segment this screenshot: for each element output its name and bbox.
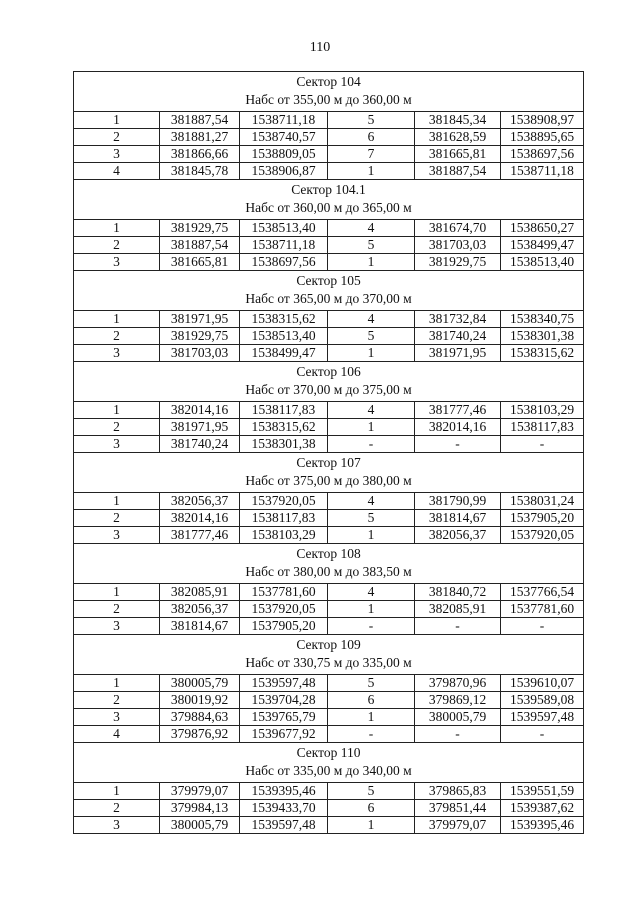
table-cell: 4	[328, 402, 415, 419]
sector-header-row	[74, 544, 584, 584]
sector-header	[74, 635, 584, 675]
table-cell: 381845,78	[160, 163, 240, 180]
table-cell: 1538031,24	[501, 493, 584, 510]
table-row	[74, 692, 584, 709]
table-cell: 4	[328, 493, 415, 510]
table-cell: 1539589,08	[501, 692, 584, 709]
table-cell: 3	[74, 436, 160, 453]
table-cell: 382014,16	[415, 419, 501, 436]
table-cell: 2	[74, 237, 160, 254]
table-cell: 1	[74, 584, 160, 601]
table-cell: 2	[74, 510, 160, 527]
sector-height-range: Набс от 365,00 м до 370,00 м	[245, 291, 412, 306]
table-row	[74, 493, 584, 510]
table-cell: 1539387,62	[501, 800, 584, 817]
table-cell: 379979,07	[160, 783, 240, 800]
table-cell: 1538499,47	[501, 237, 584, 254]
table-cell: 4	[74, 726, 160, 743]
sector-title: Сектор 107	[296, 455, 361, 470]
sector-header	[74, 544, 584, 584]
table-cell: 2	[74, 800, 160, 817]
table-row	[74, 220, 584, 237]
sector-title: Сектор 110	[296, 745, 361, 760]
table-cell: 379979,07	[415, 817, 501, 834]
sector-height-range: Набс от 380,00 м до 383,50 м	[245, 564, 412, 579]
table-cell: 382085,91	[415, 601, 501, 618]
table-row	[74, 419, 584, 436]
sector-header	[74, 72, 584, 112]
table-cell: 1539765,79	[240, 709, 328, 726]
table-cell: 1539597,48	[240, 675, 328, 692]
sector-height-range: Набс от 370,00 м до 375,00 м	[245, 382, 412, 397]
table-cell: 4	[328, 311, 415, 328]
table-cell: 5	[328, 510, 415, 527]
table-cell: 1538315,62	[501, 345, 584, 362]
table-cell: 1538117,83	[240, 402, 328, 419]
table-cell: 1538513,40	[501, 254, 584, 271]
table-cell: 1539597,48	[501, 709, 584, 726]
sector-header-row	[74, 72, 584, 112]
table-cell: 381971,95	[415, 345, 501, 362]
table-cell: 381790,99	[415, 493, 501, 510]
table-cell: 4	[328, 220, 415, 237]
table-cell: 1	[328, 709, 415, 726]
table-cell: 382056,37	[160, 493, 240, 510]
table-cell: 1	[74, 675, 160, 692]
table-cell: 381777,46	[160, 527, 240, 544]
table-cell: 5	[328, 783, 415, 800]
table-cell: 4	[74, 163, 160, 180]
table-cell: 1	[328, 163, 415, 180]
sector-title: Сектор 104.1	[291, 182, 366, 197]
table-row	[74, 675, 584, 692]
table-cell: 1537905,20	[501, 510, 584, 527]
table-cell: 379876,92	[160, 726, 240, 743]
table-cell: 3	[74, 254, 160, 271]
table-cell: 1538697,56	[501, 146, 584, 163]
table-cell: 4	[328, 584, 415, 601]
table-row	[74, 709, 584, 726]
table-cell: 3	[74, 527, 160, 544]
table-cell: 5	[328, 328, 415, 345]
table-row	[74, 237, 584, 254]
table-row	[74, 254, 584, 271]
table-cell: -	[501, 436, 584, 453]
table-cell: 1	[328, 345, 415, 362]
page-number: 110	[309, 40, 331, 55]
table-cell: 1538117,83	[240, 510, 328, 527]
table-row	[74, 726, 584, 743]
table-cell: 1538895,65	[501, 129, 584, 146]
table-row	[74, 146, 584, 163]
table-cell: 379984,13	[160, 800, 240, 817]
table-cell: -	[328, 726, 415, 743]
table-cell: 382056,37	[415, 527, 501, 544]
table-cell: 381887,54	[415, 163, 501, 180]
table-cell: 1538499,47	[240, 345, 328, 362]
table-cell: 3	[74, 709, 160, 726]
table-cell: 379869,12	[415, 692, 501, 709]
table-cell: 381814,67	[415, 510, 501, 527]
table-cell: 1538103,29	[501, 402, 584, 419]
table-cell: -	[415, 618, 501, 635]
table-row	[74, 345, 584, 362]
table-cell: -	[328, 618, 415, 635]
table-row	[74, 817, 584, 834]
table-cell: 381866,66	[160, 146, 240, 163]
sector-height-range: Набс от 330,75 м до 335,00 м	[245, 655, 412, 670]
table-cell: 381703,03	[160, 345, 240, 362]
table-row	[74, 311, 584, 328]
table-cell: 379884,63	[160, 709, 240, 726]
table-cell: 379865,83	[415, 783, 501, 800]
table-cell: 381732,84	[415, 311, 501, 328]
table-cell: -	[501, 726, 584, 743]
table-cell: 1	[74, 402, 160, 419]
table-cell: 1538711,18	[501, 163, 584, 180]
table-cell: 381665,81	[160, 254, 240, 271]
table-cell: 1	[328, 527, 415, 544]
table-cell: 381740,24	[415, 328, 501, 345]
sector-header-row	[74, 271, 584, 311]
table-cell: 381777,46	[415, 402, 501, 419]
table-cell: -	[415, 436, 501, 453]
table-cell: 1538103,29	[240, 527, 328, 544]
table-row	[74, 800, 584, 817]
table-cell: 381971,95	[160, 311, 240, 328]
table-cell: 1538740,57	[240, 129, 328, 146]
table-cell: 1	[328, 817, 415, 834]
sector-title: Сектор 109	[296, 637, 361, 652]
sector-height-range: Набс от 360,00 м до 365,00 м	[245, 200, 412, 215]
table-cell: 382014,16	[160, 402, 240, 419]
table-cell: 5	[328, 112, 415, 129]
table-row	[74, 601, 584, 618]
table-cell: 1537905,20	[240, 618, 328, 635]
table-cell: 381929,75	[415, 254, 501, 271]
table-cell: 1	[328, 254, 415, 271]
table-row	[74, 112, 584, 129]
table-row	[74, 618, 584, 635]
sector-height-range: Набс от 335,00 м до 340,00 м	[245, 763, 412, 778]
table-cell: 1539433,70	[240, 800, 328, 817]
sector-coordinates-table	[73, 71, 584, 834]
table-cell: 2	[74, 601, 160, 618]
table-row	[74, 584, 584, 601]
table-cell: 1	[74, 783, 160, 800]
table-cell: 1	[74, 220, 160, 237]
sector-header	[74, 271, 584, 311]
table-row	[74, 129, 584, 146]
table-cell: 1538711,18	[240, 112, 328, 129]
table-cell: 1	[74, 311, 160, 328]
table-cell: 5	[328, 675, 415, 692]
table-cell: 1538908,97	[501, 112, 584, 129]
table-cell: 3	[74, 345, 160, 362]
table-cell: 1537766,54	[501, 584, 584, 601]
table-row	[74, 783, 584, 800]
table-cell: 381665,81	[415, 146, 501, 163]
sector-header-row	[74, 180, 584, 220]
table-cell: -	[328, 436, 415, 453]
table-cell: 381845,34	[415, 112, 501, 129]
table-cell: 379851,44	[415, 800, 501, 817]
table-cell: 2	[74, 692, 160, 709]
table-row	[74, 436, 584, 453]
sector-height-range: Набс от 375,00 м до 380,00 м	[245, 473, 412, 488]
table-cell: 1539677,92	[240, 726, 328, 743]
table-cell: 381840,72	[415, 584, 501, 601]
table-cell: 6	[328, 129, 415, 146]
table-cell: 381703,03	[415, 237, 501, 254]
table-cell: 1539704,28	[240, 692, 328, 709]
table-cell: -	[501, 618, 584, 635]
table-cell: 1538513,40	[240, 220, 328, 237]
table-row	[74, 163, 584, 180]
table-cell: 1538809,05	[240, 146, 328, 163]
table-cell: 1538340,75	[501, 311, 584, 328]
table-cell: 381929,75	[160, 220, 240, 237]
table-row	[74, 527, 584, 544]
table-cell: 2	[74, 129, 160, 146]
sector-header-row	[74, 362, 584, 402]
table-cell: 381674,70	[415, 220, 501, 237]
table-cell: -	[415, 726, 501, 743]
sector-title: Сектор 104	[296, 74, 361, 89]
table-cell: 1538513,40	[240, 328, 328, 345]
sector-header	[74, 453, 584, 493]
sector-header	[74, 743, 584, 783]
sector-height-range: Набс от 355,00 м до 360,00 м	[245, 92, 412, 107]
sector-header-row	[74, 453, 584, 493]
table-cell: 3	[74, 817, 160, 834]
table-cell: 1	[74, 112, 160, 129]
table-cell: 1538650,27	[501, 220, 584, 237]
table-cell: 3	[74, 618, 160, 635]
table-cell: 381971,95	[160, 419, 240, 436]
sector-header-row	[74, 635, 584, 675]
table-cell: 1	[328, 419, 415, 436]
table-cell: 1	[74, 493, 160, 510]
table-cell: 381929,75	[160, 328, 240, 345]
table-cell: 1537781,60	[501, 601, 584, 618]
table-cell: 1539610,07	[501, 675, 584, 692]
table-cell: 381887,54	[160, 112, 240, 129]
table-cell: 1538117,83	[501, 419, 584, 436]
sector-header	[74, 180, 584, 220]
table-row	[74, 510, 584, 527]
table-cell: 7	[328, 146, 415, 163]
table-cell: 381628,59	[415, 129, 501, 146]
table-cell: 1537920,05	[501, 527, 584, 544]
table-cell: 381881,27	[160, 129, 240, 146]
table-cell: 1538315,62	[240, 419, 328, 436]
sector-title: Сектор 106	[296, 364, 361, 379]
table-cell: 1537781,60	[240, 584, 328, 601]
table-cell: 381814,67	[160, 618, 240, 635]
table-cell: 1	[328, 601, 415, 618]
table-cell: 5	[328, 237, 415, 254]
table-cell: 1537920,05	[240, 493, 328, 510]
table-row	[74, 402, 584, 419]
table-row	[74, 328, 584, 345]
table-cell: 380019,92	[160, 692, 240, 709]
table-cell: 382014,16	[160, 510, 240, 527]
table-cell: 6	[328, 800, 415, 817]
table-cell: 381887,54	[160, 237, 240, 254]
table-cell: 2	[74, 328, 160, 345]
table-cell: 1538711,18	[240, 237, 328, 254]
table-cell: 1539395,46	[240, 783, 328, 800]
table-cell: 381740,24	[160, 436, 240, 453]
table-cell: 2	[74, 419, 160, 436]
table-cell: 1538315,62	[240, 311, 328, 328]
table-cell: 1539551,59	[501, 783, 584, 800]
table-cell: 1538301,38	[240, 436, 328, 453]
sector-title: Сектор 108	[296, 546, 361, 561]
table-cell: 1538301,38	[501, 328, 584, 345]
sector-header	[74, 362, 584, 402]
table-cell: 382056,37	[160, 601, 240, 618]
table-cell: 3	[74, 146, 160, 163]
sector-header-row	[74, 743, 584, 783]
table-cell: 6	[328, 692, 415, 709]
table-cell: 380005,79	[160, 675, 240, 692]
table-cell: 380005,79	[160, 817, 240, 834]
table-cell: 1538697,56	[240, 254, 328, 271]
table-cell: 379870,96	[415, 675, 501, 692]
table-cell: 1539597,48	[240, 817, 328, 834]
table-cell: 1537920,05	[240, 601, 328, 618]
table-cell: 1539395,46	[501, 817, 584, 834]
table-cell: 1538906,87	[240, 163, 328, 180]
sector-title: Сектор 105	[296, 273, 361, 288]
table-cell: 382085,91	[160, 584, 240, 601]
table-cell: 380005,79	[415, 709, 501, 726]
